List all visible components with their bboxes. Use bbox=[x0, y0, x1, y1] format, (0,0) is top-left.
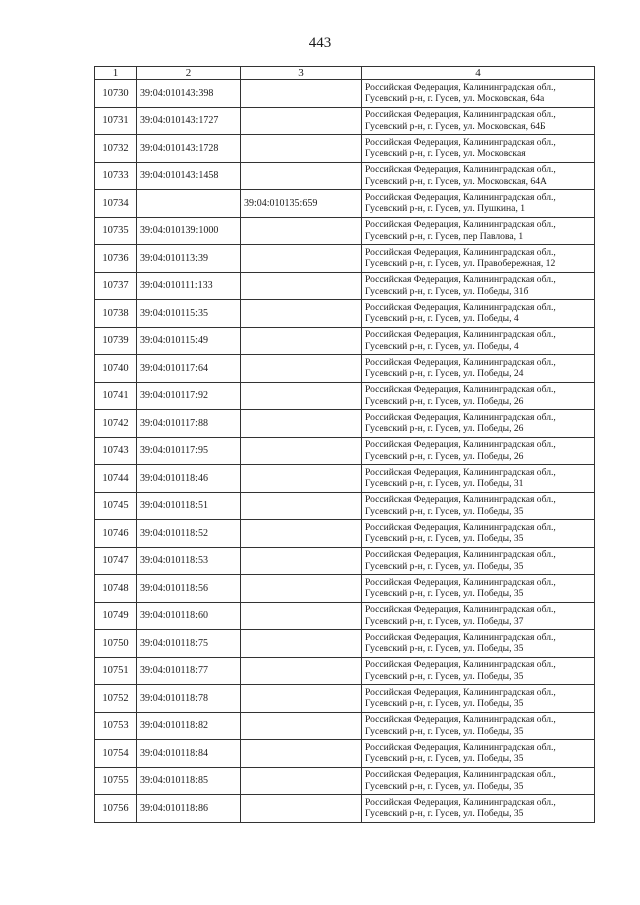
table-row bbox=[95, 327, 595, 355]
previous-number bbox=[241, 300, 362, 328]
address-line-region: Российская Федерация, Калининградская обл., bbox=[365, 659, 556, 671]
header-row bbox=[95, 67, 595, 80]
cadastral-number: 39:04:010118:51 bbox=[137, 492, 241, 520]
address-line-region: Российская Федерация, Калининградская обл., bbox=[365, 741, 556, 753]
address-line-street: Гусевский р-н, г. Гусев, ул. Правобережная, 12 bbox=[365, 258, 556, 270]
cadastral-number: 39:04:010143:398 bbox=[137, 80, 241, 108]
address-line-region: Российская Федерация, Калининградская обл., bbox=[365, 136, 556, 148]
address-cell bbox=[362, 547, 595, 575]
address-line-region: Российская Федерация, Калининградская обл., bbox=[365, 356, 556, 368]
previous-number bbox=[241, 492, 362, 520]
table-row bbox=[95, 520, 595, 548]
row-number: 10730 bbox=[95, 80, 137, 108]
address-line-street: Гусевский р-н, г. Гусев, ул. Победы, 35 bbox=[365, 753, 524, 765]
address-cell bbox=[362, 217, 595, 245]
address-line-region: Российская Федерация, Калининградская обл., bbox=[365, 439, 556, 451]
address-line-street: Гусевский р-н, г. Гусев, ул. Победы, 26 bbox=[365, 395, 524, 407]
address-cell bbox=[362, 437, 595, 465]
row-number: 10751 bbox=[95, 657, 137, 685]
table-body bbox=[95, 80, 595, 823]
address-line-region: Российская Федерация, Калининградская обл., bbox=[365, 274, 556, 286]
address-line-region: Российская Федерация, Калининградская обл., bbox=[365, 466, 556, 478]
row-number: 10735 bbox=[95, 217, 137, 245]
previous-number bbox=[241, 602, 362, 630]
table-row bbox=[95, 575, 595, 603]
row-number: 10734 bbox=[95, 190, 137, 218]
row-number: 10748 bbox=[95, 575, 137, 603]
previous-number bbox=[241, 465, 362, 493]
address-cell bbox=[362, 327, 595, 355]
cadastral-number: 39:04:010117:95 bbox=[137, 437, 241, 465]
address-line-street: Гусевский р-н, г. Гусев, ул. Пушкина, 1 bbox=[365, 203, 526, 215]
address-line-street: Гусевский р-н, г. Гусев, ул. Победы, 35 bbox=[365, 588, 524, 600]
column-header-3: 3 bbox=[241, 67, 362, 80]
row-number: 10742 bbox=[95, 410, 137, 438]
address-cell bbox=[362, 245, 595, 273]
cadastral-number: 39:04:010113:39 bbox=[137, 245, 241, 273]
address-cell bbox=[362, 162, 595, 190]
previous-number bbox=[241, 135, 362, 163]
address-cell bbox=[362, 602, 595, 630]
cadastral-number: 39:04:010143:1727 bbox=[137, 107, 241, 135]
table-row bbox=[95, 272, 595, 300]
address-line-region: Российская Федерация, Калининградская обл., bbox=[365, 521, 556, 533]
table-row bbox=[95, 245, 595, 273]
row-number: 10739 bbox=[95, 327, 137, 355]
address-line-street: Гусевский р-н, г. Гусев, ул. Московская, 64А bbox=[365, 175, 547, 187]
row-number: 10754 bbox=[95, 740, 137, 768]
address-line-region: Российская Федерация, Калининградская обл., bbox=[365, 604, 556, 616]
cadastral-number: 39:04:010117:92 bbox=[137, 382, 241, 410]
address-cell bbox=[362, 410, 595, 438]
cadastral-number: 39:04:010118:84 bbox=[137, 740, 241, 768]
previous-number bbox=[241, 107, 362, 135]
address-cell bbox=[362, 190, 595, 218]
row-number: 10743 bbox=[95, 437, 137, 465]
table-row bbox=[95, 492, 595, 520]
table-row bbox=[95, 740, 595, 768]
previous-number bbox=[241, 795, 362, 823]
table-row bbox=[95, 217, 595, 245]
address-line-street: Гусевский р-н, г. Гусев, пер Павлова, 1 bbox=[365, 230, 524, 242]
table-row bbox=[95, 685, 595, 713]
row-number: 10749 bbox=[95, 602, 137, 630]
previous-number bbox=[241, 355, 362, 383]
cadastral-number: 39:04:010118:85 bbox=[137, 767, 241, 795]
row-number: 10745 bbox=[95, 492, 137, 520]
address-line-region: Российская Федерация, Калининградская обл., bbox=[365, 631, 556, 643]
row-number: 10746 bbox=[95, 520, 137, 548]
table-row bbox=[95, 300, 595, 328]
address-line-region: Российская Федерация, Калининградская обл., bbox=[365, 329, 556, 341]
row-number: 10733 bbox=[95, 162, 137, 190]
cadastral-number: 39:04:010118:77 bbox=[137, 657, 241, 685]
row-number: 10737 bbox=[95, 272, 137, 300]
row-number: 10744 bbox=[95, 465, 137, 493]
previous-number bbox=[241, 520, 362, 548]
address-line-region: Российская Федерация, Калининградская обл., bbox=[365, 576, 556, 588]
address-line-region: Российская Федерация, Калининградская обл., bbox=[365, 769, 556, 781]
table-row bbox=[95, 382, 595, 410]
previous-number bbox=[241, 575, 362, 603]
address-line-region: Российская Федерация, Калининградская обл., bbox=[365, 714, 556, 726]
address-cell bbox=[362, 520, 595, 548]
cadastral-number: 39:04:010139:1000 bbox=[137, 217, 241, 245]
address-cell bbox=[362, 80, 595, 108]
address-line-street: Гусевский р-н, г. Гусев, ул. Победы, 35 bbox=[365, 533, 524, 545]
cadastral-number: 39:04:010143:1458 bbox=[137, 162, 241, 190]
row-number: 10738 bbox=[95, 300, 137, 328]
previous-number bbox=[241, 410, 362, 438]
address-line-street: Гусевский р-н, г. Гусев, ул. Победы, 26 bbox=[365, 423, 524, 435]
table-row bbox=[95, 107, 595, 135]
address-line-region: Российская Федерация, Калининградская обл., bbox=[365, 219, 556, 231]
table-row bbox=[95, 410, 595, 438]
address-line-street: Гусевский р-н, г. Гусев, ул. Победы, 4 bbox=[365, 313, 519, 325]
table-row bbox=[95, 465, 595, 493]
address-cell bbox=[362, 767, 595, 795]
cadastral-number: 39:04:010118:56 bbox=[137, 575, 241, 603]
previous-number bbox=[241, 630, 362, 658]
cadastral-number: 39:04:010115:49 bbox=[137, 327, 241, 355]
register-table bbox=[94, 66, 595, 823]
cadastral-number: 39:04:010118:75 bbox=[137, 630, 241, 658]
address-line-street: Гусевский р-н, г. Гусев, ул. Победы, 35 bbox=[365, 698, 524, 710]
address-cell bbox=[362, 685, 595, 713]
address-line-street: Гусевский р-н, г. Гусев, ул. Победы, 31 bbox=[365, 478, 524, 490]
column-header-4: 4 bbox=[362, 67, 595, 80]
address-line-region: Российская Федерация, Калининградская обл., bbox=[365, 796, 556, 808]
address-cell bbox=[362, 712, 595, 740]
cadastral-number: 39:04:010118:78 bbox=[137, 685, 241, 713]
column-header-2: 2 bbox=[137, 67, 241, 80]
address-line-street: Гусевский р-н, г. Гусев, ул. Победы, 35 bbox=[365, 670, 524, 682]
address-line-region: Российская Федерация, Калининградская обл., bbox=[365, 246, 556, 258]
address-line-street: Гусевский р-н, г. Гусев, ул. Победы, 37 bbox=[365, 615, 524, 627]
cadastral-number: 39:04:010115:35 bbox=[137, 300, 241, 328]
row-number: 10731 bbox=[95, 107, 137, 135]
address-line-street: Гусевский р-н, г. Гусев, ул. Победы, 26 bbox=[365, 450, 524, 462]
address-cell bbox=[362, 575, 595, 603]
address-line-region: Российская Федерация, Калининградская обл., bbox=[365, 81, 556, 93]
address-cell bbox=[362, 355, 595, 383]
previous-number bbox=[241, 272, 362, 300]
row-number: 10755 bbox=[95, 767, 137, 795]
address-cell bbox=[362, 272, 595, 300]
address-line-region: Российская Федерация, Калининградская обл., bbox=[365, 411, 556, 423]
table-row bbox=[95, 602, 595, 630]
previous-number bbox=[241, 547, 362, 575]
table-row bbox=[95, 135, 595, 163]
table-row bbox=[95, 162, 595, 190]
previous-number bbox=[241, 327, 362, 355]
address-line-street: Гусевский р-н, г. Гусев, ул. Победы, 4 bbox=[365, 340, 519, 352]
row-number: 10747 bbox=[95, 547, 137, 575]
cadastral-number: 39:04:010118:60 bbox=[137, 602, 241, 630]
row-number: 10750 bbox=[95, 630, 137, 658]
address-cell bbox=[362, 300, 595, 328]
table-row bbox=[95, 712, 595, 740]
table-row bbox=[95, 437, 595, 465]
previous-number bbox=[241, 657, 362, 685]
address-line-region: Российская Федерация, Калининградская обл., bbox=[365, 164, 556, 176]
address-line-region: Российская Федерация, Калининградская обл., bbox=[365, 301, 556, 313]
address-cell bbox=[362, 492, 595, 520]
address-cell bbox=[362, 382, 595, 410]
previous-number bbox=[241, 162, 362, 190]
address-cell bbox=[362, 657, 595, 685]
cadastral-number: 39:04:010118:46 bbox=[137, 465, 241, 493]
previous-number bbox=[241, 245, 362, 273]
table-row bbox=[95, 630, 595, 658]
table-row bbox=[95, 547, 595, 575]
cadastral-number bbox=[137, 190, 241, 218]
previous-number: 39:04:010135:659 bbox=[241, 190, 362, 218]
previous-number bbox=[241, 80, 362, 108]
address-line-street: Гусевский р-н, г. Гусев, ул. Московская, 64Б bbox=[365, 120, 546, 132]
previous-number bbox=[241, 712, 362, 740]
table-header bbox=[95, 67, 595, 80]
address-line-street: Гусевский р-н, г. Гусев, ул. Победы, 35 bbox=[365, 560, 524, 572]
page-number: 443 bbox=[308, 35, 332, 51]
cadastral-number: 39:04:010118:52 bbox=[137, 520, 241, 548]
row-number: 10741 bbox=[95, 382, 137, 410]
cadastral-number: 39:04:010118:53 bbox=[137, 547, 241, 575]
address-cell bbox=[362, 795, 595, 823]
cadastral-number: 39:04:010117:88 bbox=[137, 410, 241, 438]
address-line-region: Российская Федерация, Калининградская обл., bbox=[365, 549, 556, 561]
address-line-street: Гусевский р-н, г. Гусев, ул. Победы, 35 bbox=[365, 780, 524, 792]
cadastral-number: 39:04:010118:82 bbox=[137, 712, 241, 740]
table-row bbox=[95, 355, 595, 383]
address-cell bbox=[362, 107, 595, 135]
row-number: 10736 bbox=[95, 245, 137, 273]
table-row bbox=[95, 80, 595, 108]
address-line-region: Российская Федерация, Калининградская обл., bbox=[365, 109, 556, 121]
address-line-street: Гусевский р-н, г. Гусев, ул. Победы, 35 bbox=[365, 643, 524, 655]
cadastral-number: 39:04:010117:64 bbox=[137, 355, 241, 383]
row-number: 10752 bbox=[95, 685, 137, 713]
address-cell bbox=[362, 465, 595, 493]
previous-number bbox=[241, 685, 362, 713]
address-line-street: Гусевский р-н, г. Гусев, ул. Победы, 35 bbox=[365, 505, 524, 517]
row-number: 10756 bbox=[95, 795, 137, 823]
row-number: 10732 bbox=[95, 135, 137, 163]
address-line-street: Гусевский р-н, г. Гусев, ул. Московская bbox=[365, 148, 526, 160]
address-line-street: Гусевский р-н, г. Гусев, ул. Победы, 35 bbox=[365, 725, 524, 737]
address-cell bbox=[362, 135, 595, 163]
address-line-street: Гусевский р-н, г. Гусев, ул. Победы, 35 bbox=[365, 808, 524, 820]
address-line-street: Гусевский р-н, г. Гусев, ул. Победы, 24 bbox=[365, 368, 524, 380]
address-line-region: Российская Федерация, Калининградская обл., bbox=[365, 686, 556, 698]
table-row bbox=[95, 795, 595, 823]
table-row bbox=[95, 767, 595, 795]
previous-number bbox=[241, 217, 362, 245]
address-cell bbox=[362, 740, 595, 768]
address-line-street: Гусевский р-н, г. Гусев, ул. Победы, 31б bbox=[365, 285, 529, 297]
address-line-region: Российская Федерация, Калининградская обл., bbox=[365, 384, 556, 396]
row-number: 10753 bbox=[95, 712, 137, 740]
cadastral-number: 39:04:010143:1728 bbox=[137, 135, 241, 163]
table-row bbox=[95, 190, 595, 218]
cadastral-number: 39:04:010111:133 bbox=[137, 272, 241, 300]
previous-number bbox=[241, 437, 362, 465]
column-header-1: 1 bbox=[95, 67, 137, 80]
address-cell bbox=[362, 630, 595, 658]
cadastral-number: 39:04:010118:86 bbox=[137, 795, 241, 823]
table-row bbox=[95, 657, 595, 685]
address-line-region: Российская Федерация, Калининградская обл., bbox=[365, 494, 556, 506]
row-number: 10740 bbox=[95, 355, 137, 383]
previous-number bbox=[241, 767, 362, 795]
address-line-region: Российская Федерация, Калининградская обл., bbox=[365, 191, 556, 203]
previous-number bbox=[241, 740, 362, 768]
address-line-street: Гусевский р-н, г. Гусев, ул. Московская, 64а bbox=[365, 93, 545, 105]
previous-number bbox=[241, 382, 362, 410]
